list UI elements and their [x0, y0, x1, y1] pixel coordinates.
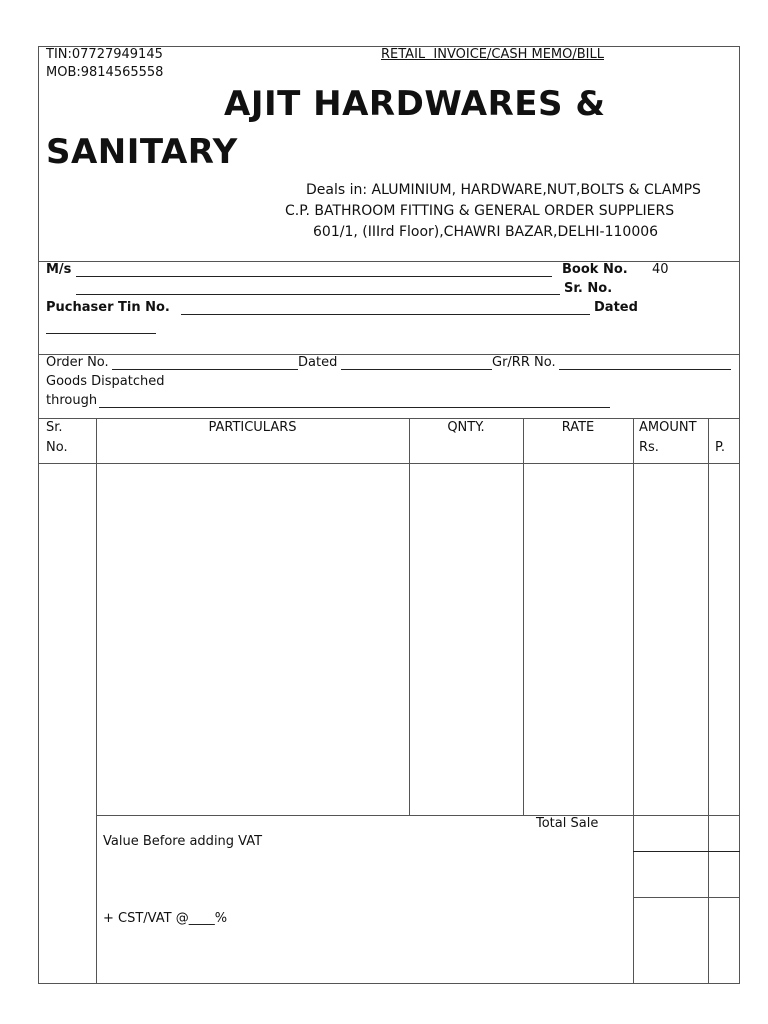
col-header-rate: RATE — [561, 420, 595, 435]
tin-number: TIN:07727949145 — [46, 47, 163, 62]
col-divider-rate — [633, 418, 634, 984]
col-header-amount: AMOUNT — [639, 420, 697, 435]
col-divider-amount — [708, 418, 709, 984]
dated-label: Dated — [594, 300, 638, 315]
col-header-no: No. — [46, 440, 68, 455]
book-no-value: 40 — [652, 262, 669, 277]
purchaser-tin-label: Puchaser Tin No. — [46, 300, 170, 315]
order-no-blank-line — [112, 369, 298, 370]
value-before-vat-label: Value Before adding VAT — [103, 834, 263, 849]
col-header-qnty: QNTY. — [447, 420, 485, 435]
goods-dispatched-label: Goods Dispatched — [46, 374, 165, 389]
dated-blank-line — [46, 333, 156, 334]
divider — [38, 261, 740, 262]
company-name-line2: SANITARY — [46, 132, 238, 172]
order-no-label: Order No. — [46, 355, 109, 370]
col-header-sr: Sr. — [46, 420, 63, 435]
ms-blank-line — [76, 276, 552, 277]
purchaser-tin-blank-line — [181, 314, 590, 315]
col-divider-sr — [96, 418, 97, 984]
total-amount-divider — [633, 851, 740, 852]
col-divider-qnty — [523, 418, 524, 815]
cst-vat-label: + CST/VAT @____% — [103, 911, 228, 926]
vat-amount-divider — [633, 897, 740, 898]
sr-no-label: Sr. No. — [564, 281, 613, 296]
book-no-label: Book No. — [562, 262, 628, 277]
gr-rr-label: Gr/RR No. — [492, 355, 556, 370]
order-dated-label: Dated — [298, 355, 338, 370]
table-body-bottom — [96, 815, 740, 816]
address-blank-line — [76, 294, 560, 295]
address-line: 601/1, (IIIrd Floor),CHAWRI BAZAR,DELHI-110006 — [313, 224, 659, 240]
fitting-suppliers-line: C.P. BATHROOM FITTING & GENERAL ORDER SUPPLIERS — [285, 203, 675, 219]
through-label: through — [46, 393, 98, 408]
gr-rr-blank-line — [559, 369, 731, 370]
divider — [38, 354, 740, 355]
company-name-line1: AJIT HARDWARES & — [224, 84, 606, 124]
document-type: RETAIL INVOICE/CASH MEMO/BILL — [381, 47, 604, 62]
order-dated-blank-line — [341, 369, 492, 370]
col-divider-particulars — [409, 418, 410, 815]
ms-label: M/s — [46, 262, 72, 277]
total-sale-label: Total Sale — [536, 816, 599, 831]
mobile-number: MOB:9814565558 — [46, 65, 164, 80]
col-header-particulars: PARTICULARS — [208, 420, 297, 435]
col-header-rs: Rs. — [639, 440, 659, 455]
divider — [38, 418, 740, 419]
col-header-paise: P. — [715, 440, 725, 455]
deals-in-line: Deals in: ALUMINIUM, HARDWARE,NUT,BOLTS & CLAMPS — [306, 182, 701, 198]
table-header-divider — [38, 463, 740, 464]
through-blank-line — [99, 407, 610, 408]
